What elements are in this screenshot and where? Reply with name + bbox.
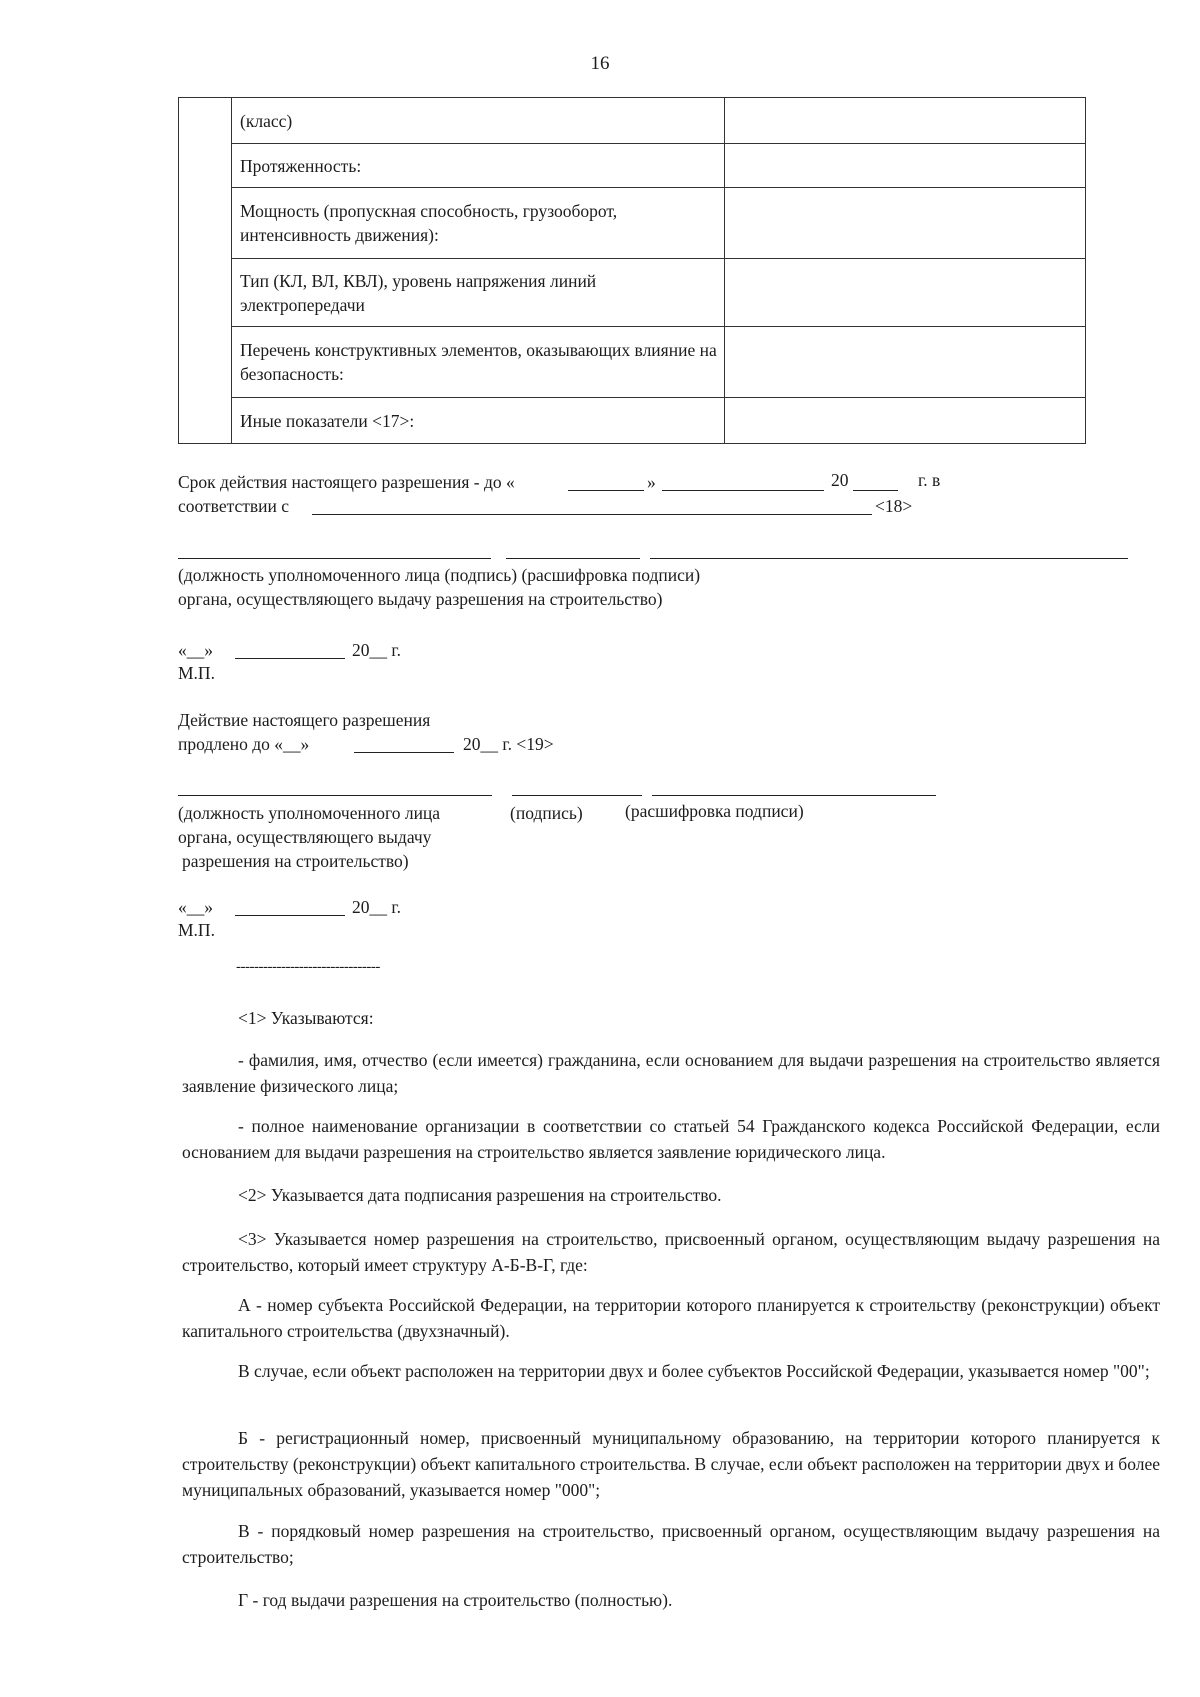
validity-basis-blank [312,514,872,515]
signature2-caption-signature: (подпись) [510,803,583,823]
table-row [179,188,1086,259]
signature1-date-open: «__» [178,640,213,660]
table-cell-label: Перечень конструктивных элементов, оказывающих влияние на безопасность: [232,327,725,398]
note-3-part-b-text: Б - регистрационный номер, присвоенный муниципальному образованию, на территории которого планируется к строительству (реконструкции) объект капитального строительства. В случае, если объект расположен на территории двух и более муниципальных образований, указывается номер "000"; [182,1428,1160,1500]
validity-day-blank [568,490,644,491]
signature2-date-month-blank [235,915,345,916]
signature2-caption-position-line1: (должность уполномоченного лица [178,803,441,823]
table-number-cell [179,98,232,444]
note-3-part-a-case [182,1358,1160,1384]
signature2-caption-position-line3: разрешения на строительство) [182,851,409,871]
table-row [179,98,1086,144]
note-3-part-g: Г - год выдачи разрешения на строительство (полностью). [238,1590,673,1610]
signature2-date-open: «__» [178,897,213,917]
validity-line1-prefix: Срок действия настоящего разрешения - до « [178,472,515,492]
validity-year-prefix: 20 [831,470,849,490]
note-1-item-1-text: - фамилия, имя, отчество (если имеется) гражданина, если основанием для выдачи разрешения на строительство является заявление физического лица; [182,1050,1160,1096]
signature2-caption-decoding: (расшифровка подписи) [625,801,804,821]
signature2-decoding-line [652,795,936,796]
table-row [179,327,1086,398]
note-3-part-a [182,1292,1160,1344]
signature2-position-line [178,795,492,796]
note-1-item-1 [182,1047,1160,1099]
table-cell-value [725,98,1086,144]
table-cell-label: Мощность (пропускная способность, грузооборот, интенсивность движения): [232,188,725,259]
table-cell-label: Иные показатели <17>: [232,398,725,444]
table-cell-value [725,144,1086,188]
signature1-decoding-line [650,558,1128,559]
validity-line1-suffix: г. в [918,470,941,490]
signature2-date-year: 20__ г. [352,897,401,917]
table-row [179,259,1086,327]
note-3-part-v [182,1518,1160,1570]
signature2-stamp: М.П. [178,920,215,940]
note-2: <2> Указывается дата подписания разрешения на строительство. [238,1185,722,1205]
page-number: 16 [590,53,610,74]
table-cell-value [725,327,1086,398]
signature2-caption-position-line2: органа, осуществляющего выдачу [178,827,432,847]
table-cell-label: Протяженность: [232,144,725,188]
note-3-text: <3> Указывается номер разрешения на строительство, присвоенный органом, осуществляющим выдачу разрешения на строительство, который имеет структуру А-Б-В-Г, где: [182,1229,1160,1275]
table-cell-value [725,398,1086,444]
note-3-part-v-text: В - порядковый номер разрешения на строительство, присвоенный органом, осуществляющим выдачу разрешения на строительство; [182,1521,1160,1567]
signature2-sign-line [512,795,642,796]
validity-quote-close: » [647,472,656,492]
validity-month-blank [662,490,824,491]
note-1-heading: <1> Указываются: [238,1008,374,1028]
table-cell-label: Тип (КЛ, ВЛ, КВЛ), уровень напряжения линий электропередачи [232,259,725,327]
extension-line1: Действие настоящего разрешения [178,710,431,730]
signature1-sign-line [506,558,640,559]
note-3-part-b [182,1425,1160,1503]
signature1-date-month-blank [235,658,345,659]
table-cell-label: (класс) [232,98,725,144]
extension-line2-year: 20__ г. <19> [463,734,554,754]
signature1-caption-line2: органа, осуществляющего выдачу разрешения на строительство) [178,589,663,609]
note-3-part-a-case-text: В случае, если объект расположен на территории двух и более субъектов Российской Федерации, указывается номер "00"; [238,1361,1150,1381]
validity-year-blank [853,490,898,491]
note-3-part-a-text: А - номер субъекта Российской Федерации, на территории которого планируется к строительству (реконструкции) объект капитального строительства (двухзначный). [182,1295,1160,1341]
table-cell-value [725,259,1086,327]
note-3 [182,1226,1160,1278]
extension-line2-prefix: продлено до «__» [178,734,310,754]
validity-line2-prefix: соответствии с [178,496,290,516]
signature1-position-line [178,558,491,559]
signature1-stamp: М.П. [178,663,215,683]
parameters-table [178,97,1086,444]
note-1-item-2-text: - полное наименование организации в соответствии со статьей 54 Гражданского кодекса Российской Федерации, если основанием для выдачи разрешения на строительство является заявление юридического лица. [182,1116,1160,1162]
table-row [179,398,1086,444]
validity-footnote-ref: <18> [875,496,913,516]
signature1-caption-line1: (должность уполномоченного лица (подпись) (расшифровка подписи) [178,565,701,585]
footnote-separator: -------------------------------- [236,959,380,975]
table-row [179,144,1086,188]
note-1-item-2 [182,1113,1160,1165]
signature1-date-year: 20__ г. [352,640,401,660]
extension-month-blank [354,752,454,753]
table-cell-value [725,188,1086,259]
